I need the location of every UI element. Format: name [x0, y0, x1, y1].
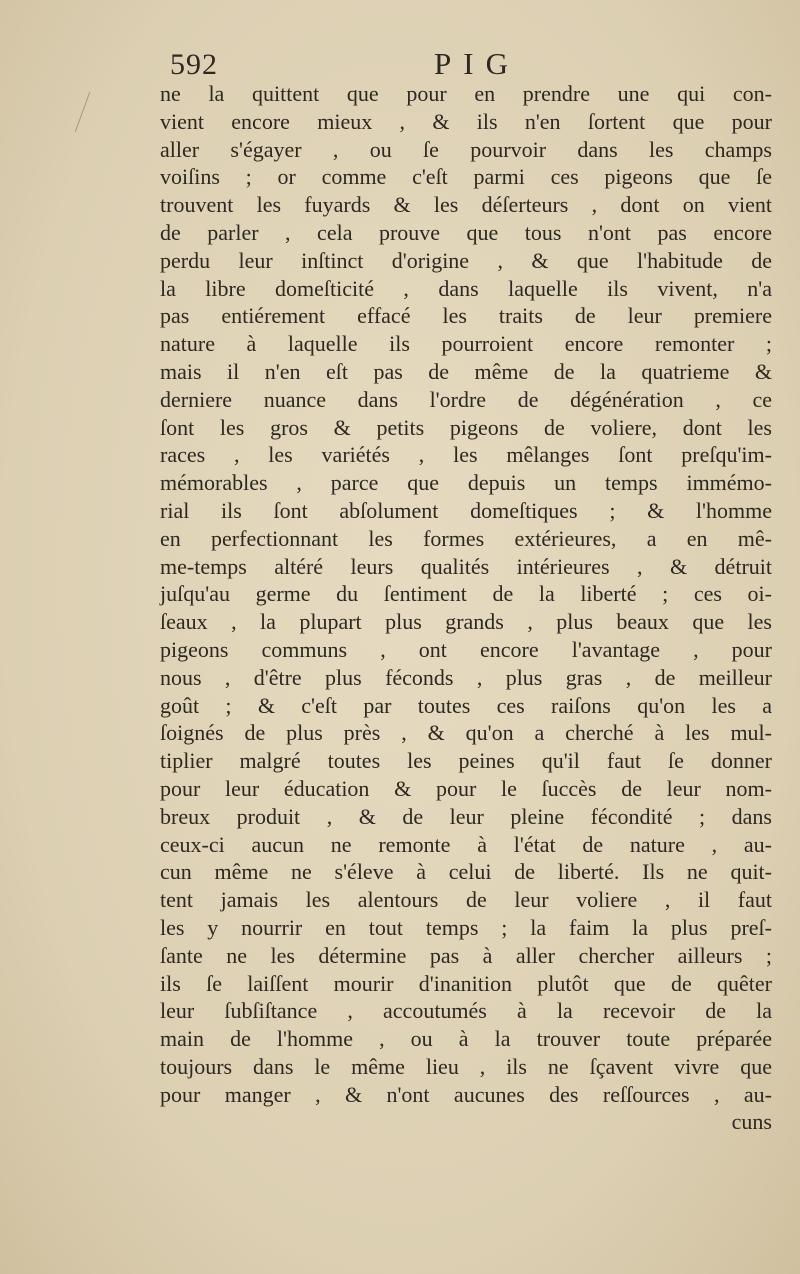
text-line: ſeaux , la plupart plus grands , plus beaux que les	[160, 609, 772, 635]
text-line: de parler , cela prouve que tous n'ont pas encore	[160, 219, 772, 245]
text-line: main de l'homme , ou à la trouver toute préparée	[160, 1026, 772, 1052]
text-line: toujours dans le même lieu , ils ne ſçavent vivre que	[160, 1053, 772, 1079]
text-line: mais il n'en eſt pas de même de la quatrieme &	[160, 358, 772, 384]
text-line: nous , d'être plus féconds , plus gras , de meilleur	[160, 664, 772, 690]
text-line: ſoignés de plus près , & qu'on a cherché à les mul-	[160, 720, 772, 746]
text-line: en perfectionnant les formes extérieures, a en mê-	[160, 525, 772, 551]
text-line: aller s'égayer , ou ſe pourvoir dans les champs	[160, 136, 772, 162]
body-text	[160, 80, 772, 1136]
text-line: races , les variétés , les mêlanges ſont preſqu'im-	[160, 442, 772, 468]
text-line: mémorables , parce que depuis un temps immémo-	[160, 470, 772, 496]
text-line: ne la quittent que pour en prendre une qui con-	[160, 81, 772, 106]
text-line: cuns	[731, 1109, 772, 1135]
text-line: leur ſubſiſtance , accoutumés à la recevoir de la	[160, 998, 772, 1024]
text-line: nature à laquelle ils pourroient encore remonter ;	[160, 331, 772, 357]
text-line: rial ils ſont abſolument domeſtiques ; & l'homme	[160, 497, 772, 523]
text-line: ſante ne les détermine pas à aller chercher ailleurs ;	[160, 942, 772, 968]
text-line: pas entiérement effacé les traits de leur premiere	[160, 303, 772, 329]
text-line: pour leur éducation & pour le ſuccès de leur nom-	[160, 775, 772, 801]
text-line: juſqu'au germe du ſentiment de la liberté ; ces oi-	[160, 581, 772, 607]
text-line: vient encore mieux , & ils n'en ſortent que pour	[160, 108, 772, 134]
text-line: ſont les gros & petits pigeons de voliere, dont les	[160, 414, 772, 440]
text-line: pour manger , & n'ont aucunes des reſſources , au-	[160, 1081, 772, 1107]
margin-pencil-mark	[75, 92, 121, 132]
text-line: goût ; & c'eſt par toutes ces raiſons qu'on les a	[160, 692, 772, 718]
text-line: les y nourrir en tout temps ; la faim la plus preſ-	[160, 914, 772, 940]
text-line: perdu leur inſtinct d'origine , & que l'habitude de	[160, 247, 772, 273]
text-line: trouvent les fuyards & les déſerteurs , dont on vient	[160, 192, 772, 218]
text-line: cun même ne s'éleve à celui de liberté. Ils ne quit-	[160, 859, 772, 885]
running-head: PIG	[434, 46, 520, 81]
text-line: ceux-ci aucun ne remonte à l'état de nature , au-	[160, 831, 772, 857]
text-line: tiplier malgré toutes les peines qu'il faut ſe donner	[160, 748, 772, 774]
text-line: voiſins ; or comme c'eſt parmi ces pigeons que ſe	[160, 164, 772, 190]
text-line: ils ſe laiſſent mourir d'inanition plutôt que de quêter	[160, 970, 772, 996]
text-line: breux produit , & de leur pleine fécondité ; dans	[160, 803, 772, 829]
text-line: me-temps altéré leurs qualités intérieures , & détruit	[160, 553, 772, 579]
page-number: 592	[170, 48, 218, 81]
text-line: derniere nuance dans l'ordre de dégénération , ce	[160, 386, 772, 412]
text-line: pigeons communs , ont encore l'avantage , pour	[160, 636, 772, 662]
text-line: la libre domeſticité , dans laquelle ils vivent, n'a	[160, 275, 772, 301]
text-line: tent jamais les alentours de leur voliere , il faut	[160, 887, 772, 913]
